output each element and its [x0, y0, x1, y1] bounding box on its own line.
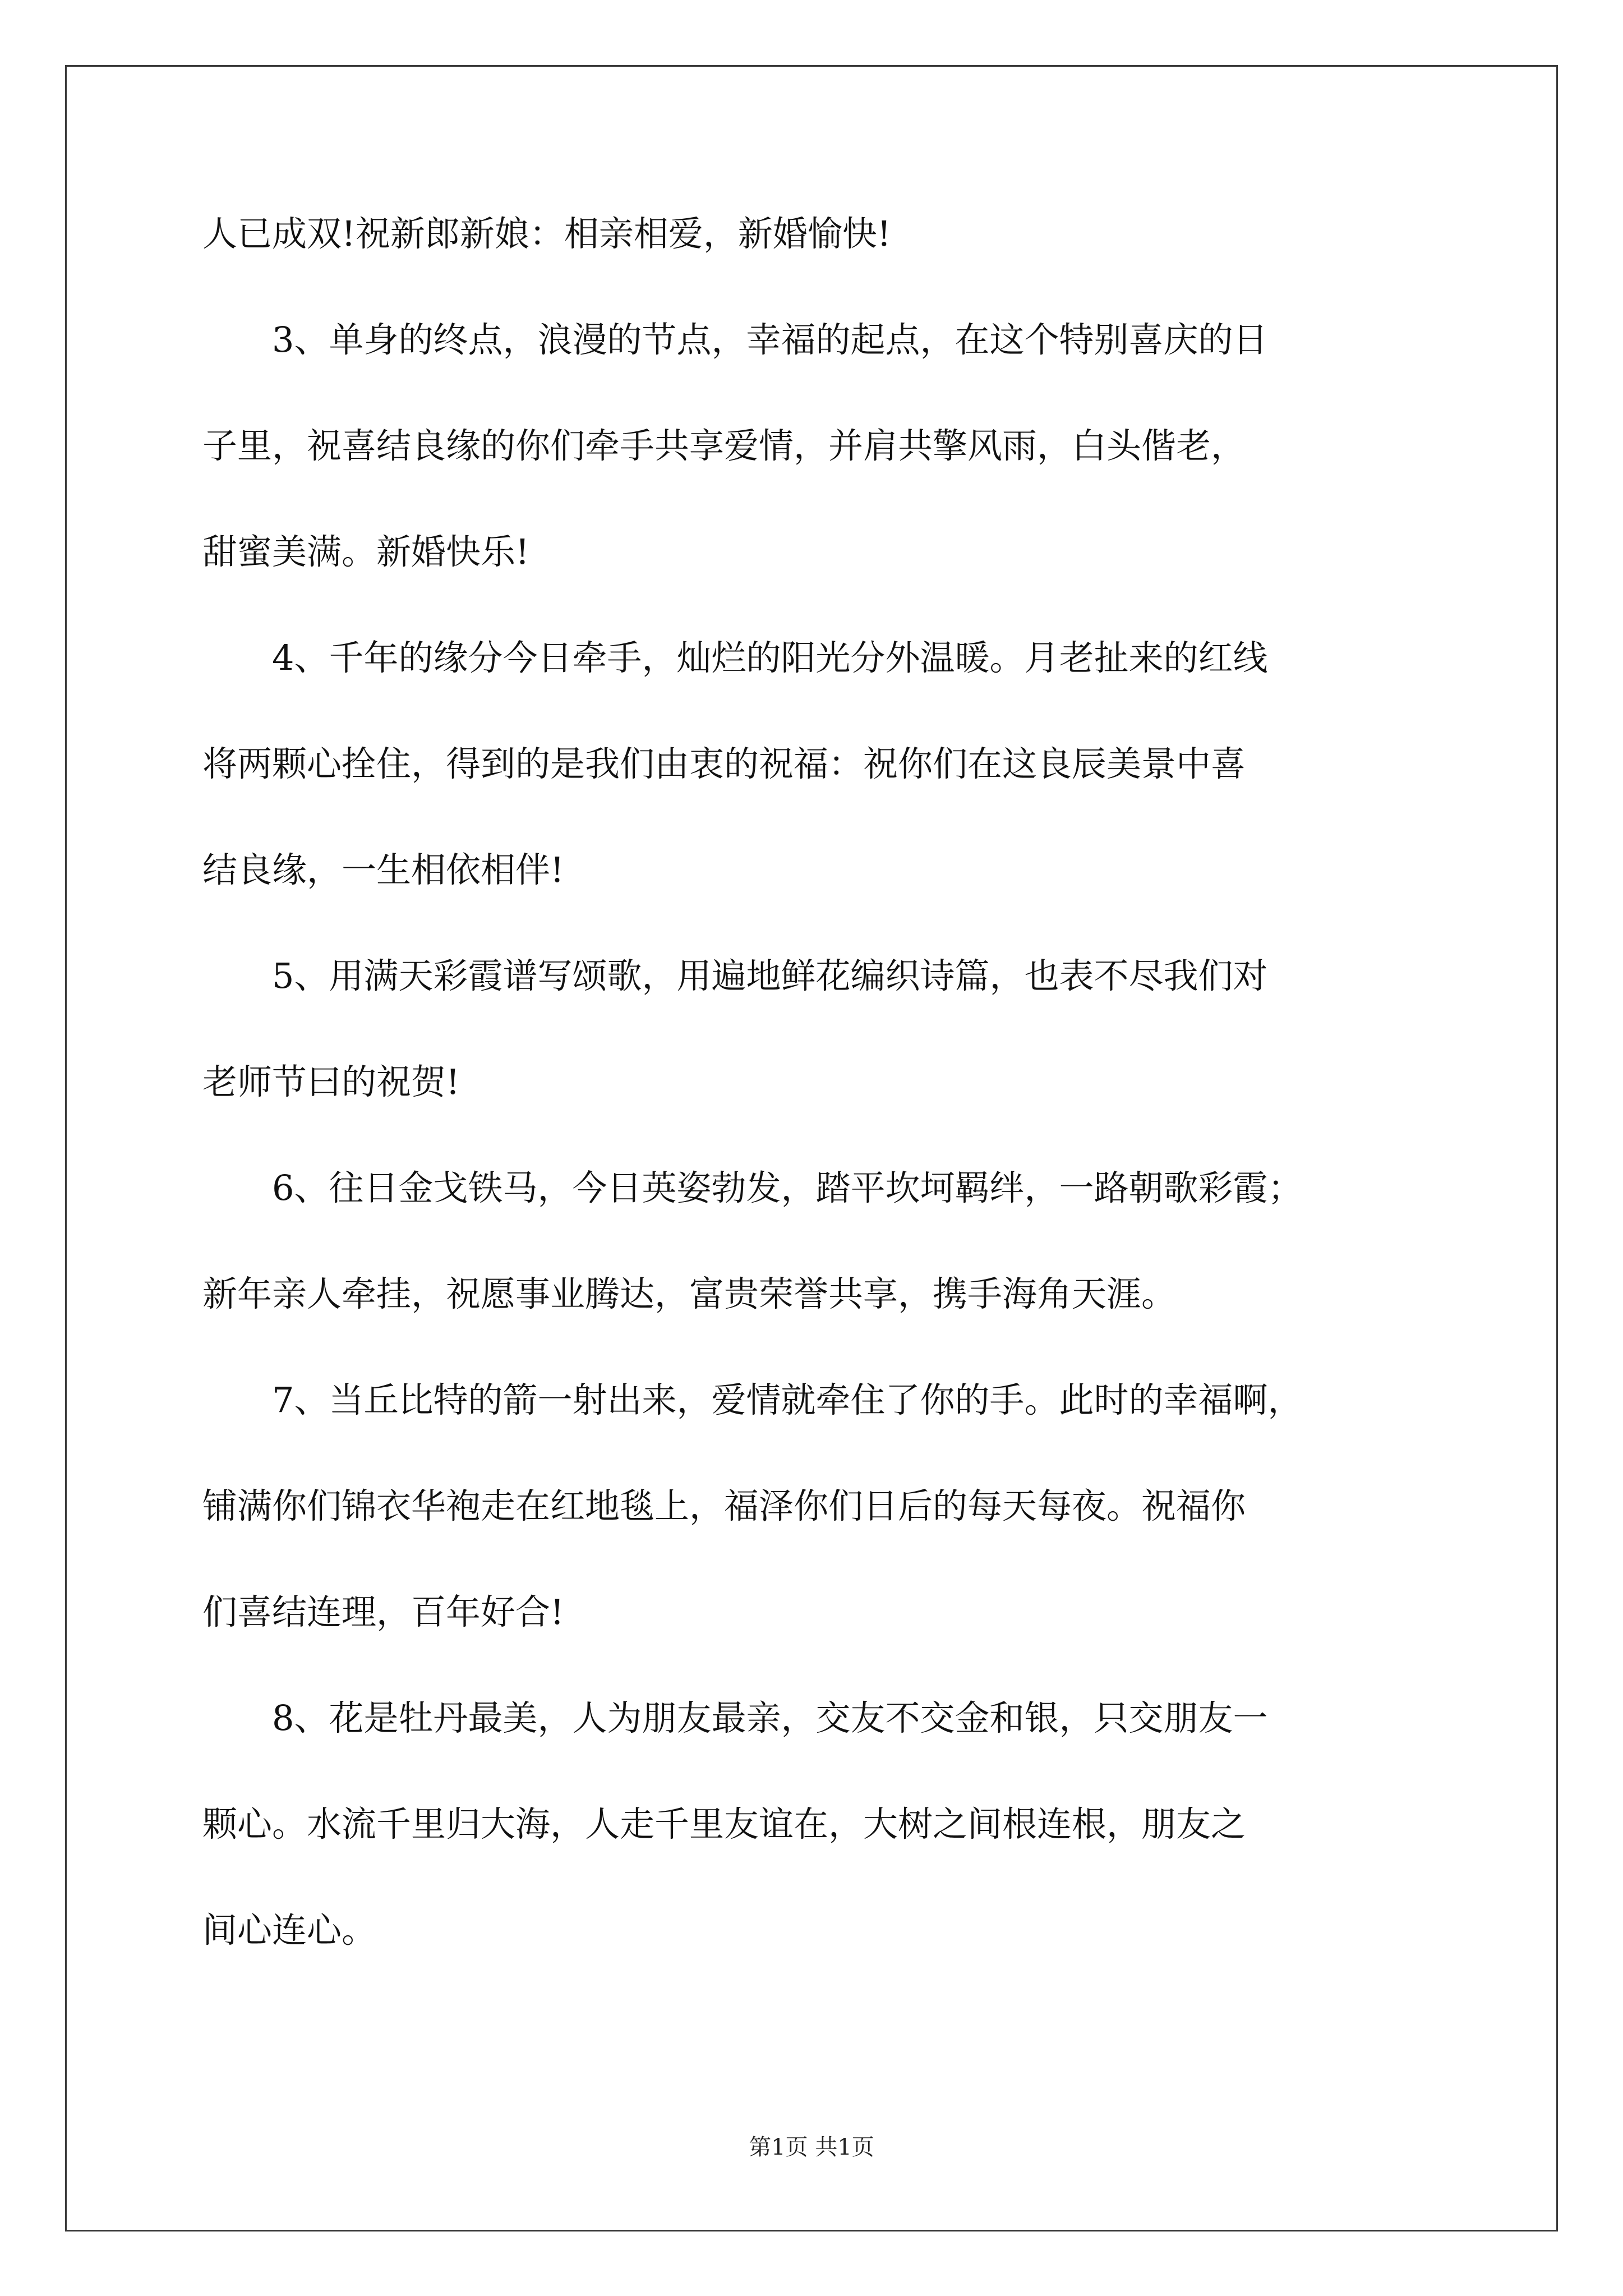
paragraph-3-line-2: 子里，祝喜结良缘的你们牵手共享爱情，并肩共擎风雨，白头偕老，	[202, 425, 1246, 466]
paragraph-4-line-2: 将两颗心拴住，得到的是我们由衷的祝福：祝你们在这良辰美景中喜	[202, 743, 1246, 784]
page-number-footer: 第1页 共1页	[749, 2134, 874, 2160]
paragraph-4-line-1: 4、千年的缘分今日牵手，灿烂的阳光分外温暖。月老扯来的红线	[272, 637, 1268, 678]
paragraph-6-line-2: 新年亲人牵挂，祝愿事业腾达，富贵荣誉共享，携手海角天涯。	[202, 1273, 1177, 1314]
paragraph-7-line-2: 铺满你们锦衣华袍走在红地毯上，福泽你们日后的每天每夜。祝福你	[202, 1485, 1246, 1526]
paragraph-6-line-1: 6、往日金戈铁马，今日英姿勃发，踏平坎坷羁绊，一路朝歌彩霞；	[272, 1167, 1303, 1208]
paragraph-5-line-2: 老师节曰的祝贺!	[202, 1061, 460, 1102]
paragraph-4-line-3: 结良缘，一生相依相伴!	[202, 849, 564, 890]
paragraph-7-line-1: 7、当丘比特的箭一射出来，爱情就牵住了你的手。此时的幸福啊，	[272, 1379, 1303, 1420]
paragraph-3-line-3: 甜蜜美满。新婚快乐!	[202, 531, 529, 572]
paragraph-8-line-2: 颗心。水流千里归大海，人走千里友谊在，大树之间根连根，朋友之	[202, 1803, 1246, 1844]
text-line: 人已成双!祝新郎新娘：相亲相爱，新婚愉快!	[202, 213, 891, 254]
paragraph-7-line-3: 们喜结连理，百年好合!	[202, 1591, 564, 1632]
paragraph-8-line-3: 间心连心。	[202, 1910, 377, 1950]
paragraph-3-line-1: 3、单身的终点，浪漫的节点，幸福的起点，在这个特别喜庆的日	[272, 319, 1268, 360]
paragraph-5-line-1: 5、用满天彩霞谱写颂歌，用遍地鲜花编织诗篇，也表不尽我们对	[272, 955, 1268, 996]
paragraph-8-line-1: 8、花是牡丹最美，人为朋友最亲，交友不交金和银，只交朋友一	[272, 1697, 1268, 1738]
